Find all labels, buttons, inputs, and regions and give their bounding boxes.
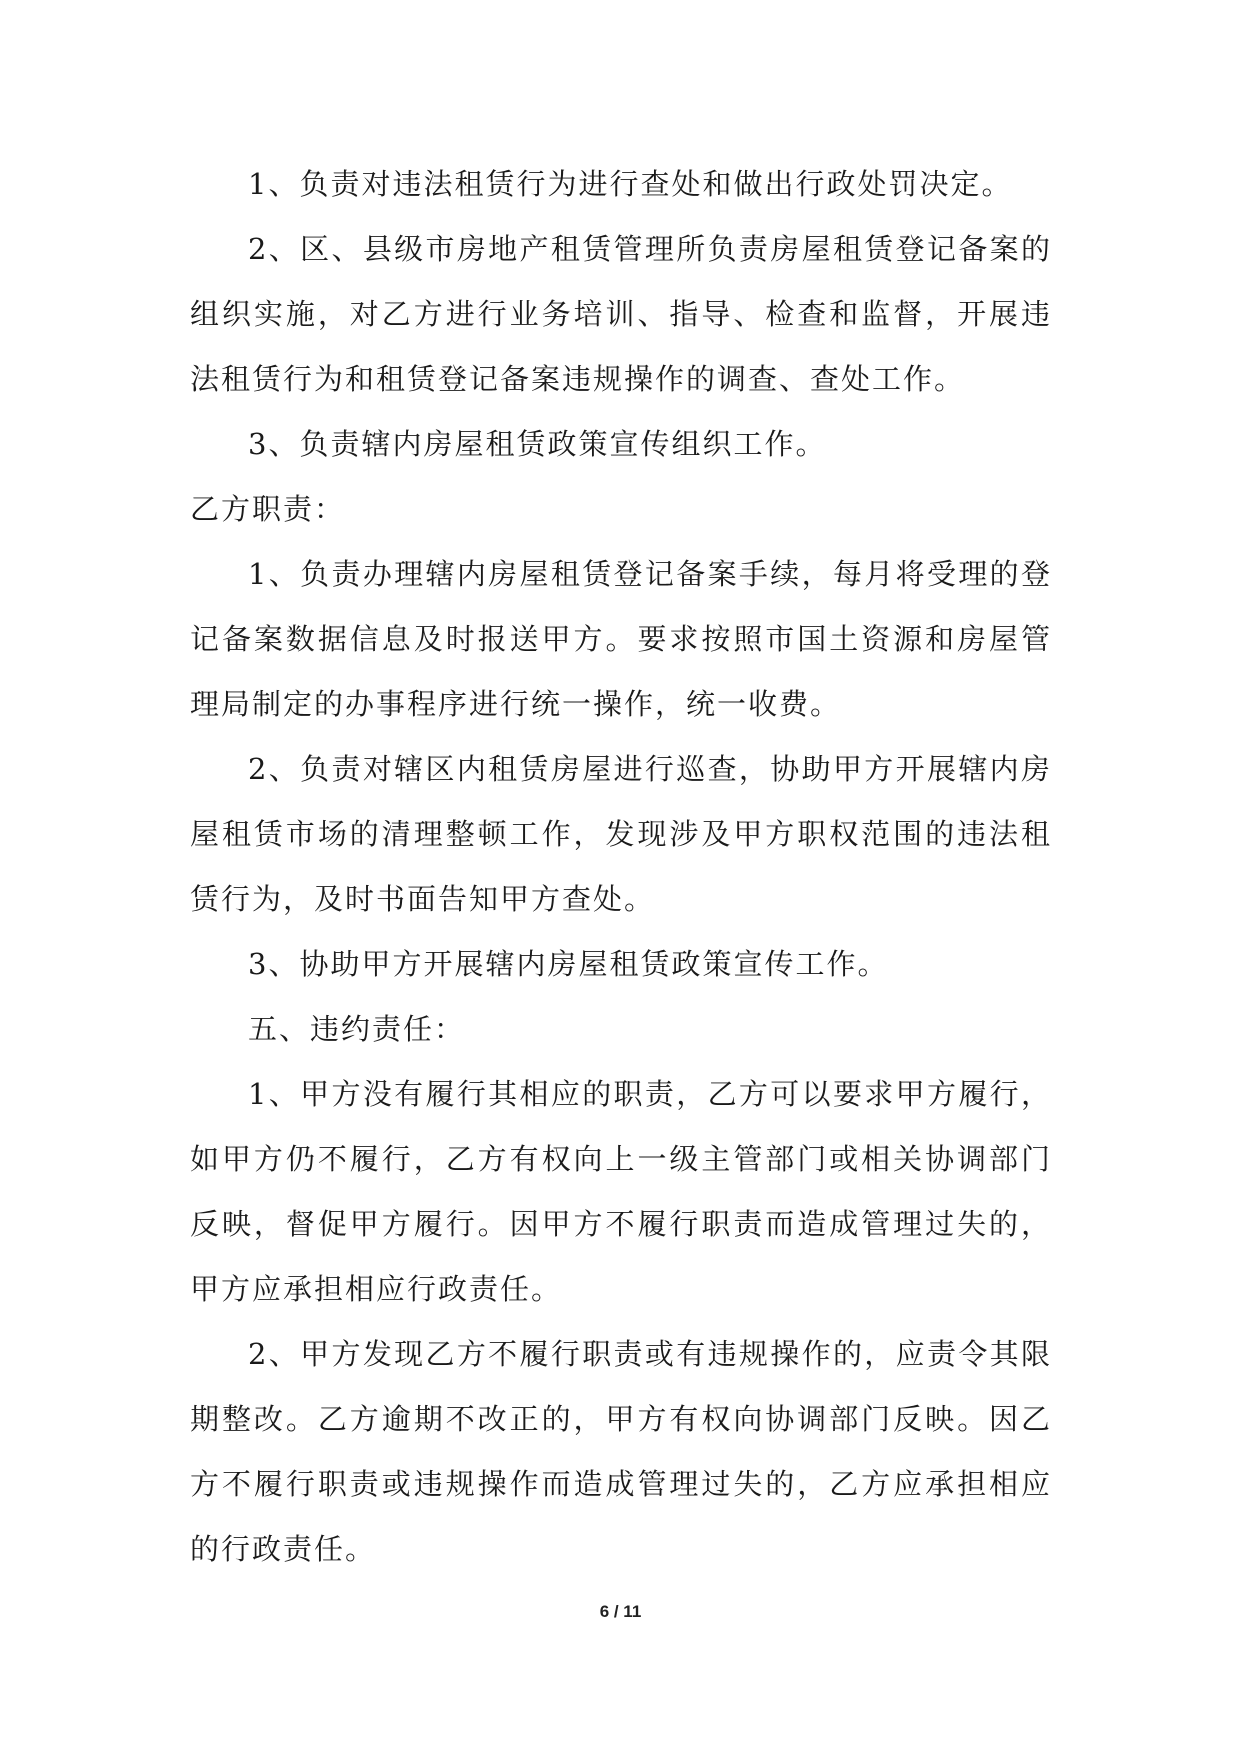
paragraph-8: 2、甲方发现乙方不履行职责或有违规操作的，应责令其限期整改。乙方逾期不改正的，甲方有权向协调部门反映。因乙方不履行职责或违规操作而造成管理过失的，乙方应承担相应的行政责任。	[190, 1337, 1052, 1566]
section-heading-liability: 五、违约责任：	[248, 1012, 466, 1046]
paragraph-6: 3、协助甲方开展辖内房屋租赁政策宣传工作。	[248, 947, 889, 981]
document-body	[190, 152, 1052, 1582]
page-number: 6 / 11	[599, 1602, 642, 1621]
section-heading-party-b: 乙方职责：	[190, 492, 346, 526]
paragraph-4: 1、负责办理辖内房屋租赁登记备案手续，每月将受理的登记备案数据信息及时报送甲方。要求按照市国土资源和房屋管理局制定的办事程序进行统一操作，统一收费。	[190, 557, 1052, 721]
paragraph-5: 2、负责对辖区内租赁房屋进行巡查，协助甲方开展辖内房屋租赁市场的清理整顿工作，发现涉及甲方职权范围的违法租赁行为，及时书面告知甲方查处。	[190, 752, 1052, 916]
paragraph-2: 2、区、县级市房地产租赁管理所负责房屋租赁登记备案的组织实施，对乙方进行业务培训、指导、检查和监督，开展违法租赁行为和租赁登记备案违规操作的调查、查处工作。	[190, 232, 1052, 396]
paragraph-1: 1、负责对违法租赁行为进行查处和做出行政处罚决定。	[248, 167, 1013, 201]
paragraph-7: 1、甲方没有履行其相应的职责，乙方可以要求甲方履行，如甲方仍不履行，乙方有权向上一级主管部门或相关协调部门反映，督促甲方履行。因甲方不履行职责而造成管理过失的，甲方应承担相应行政责任。	[190, 1077, 1052, 1306]
paragraph-3: 3、负责辖内房屋租赁政策宣传组织工作。	[248, 427, 827, 461]
